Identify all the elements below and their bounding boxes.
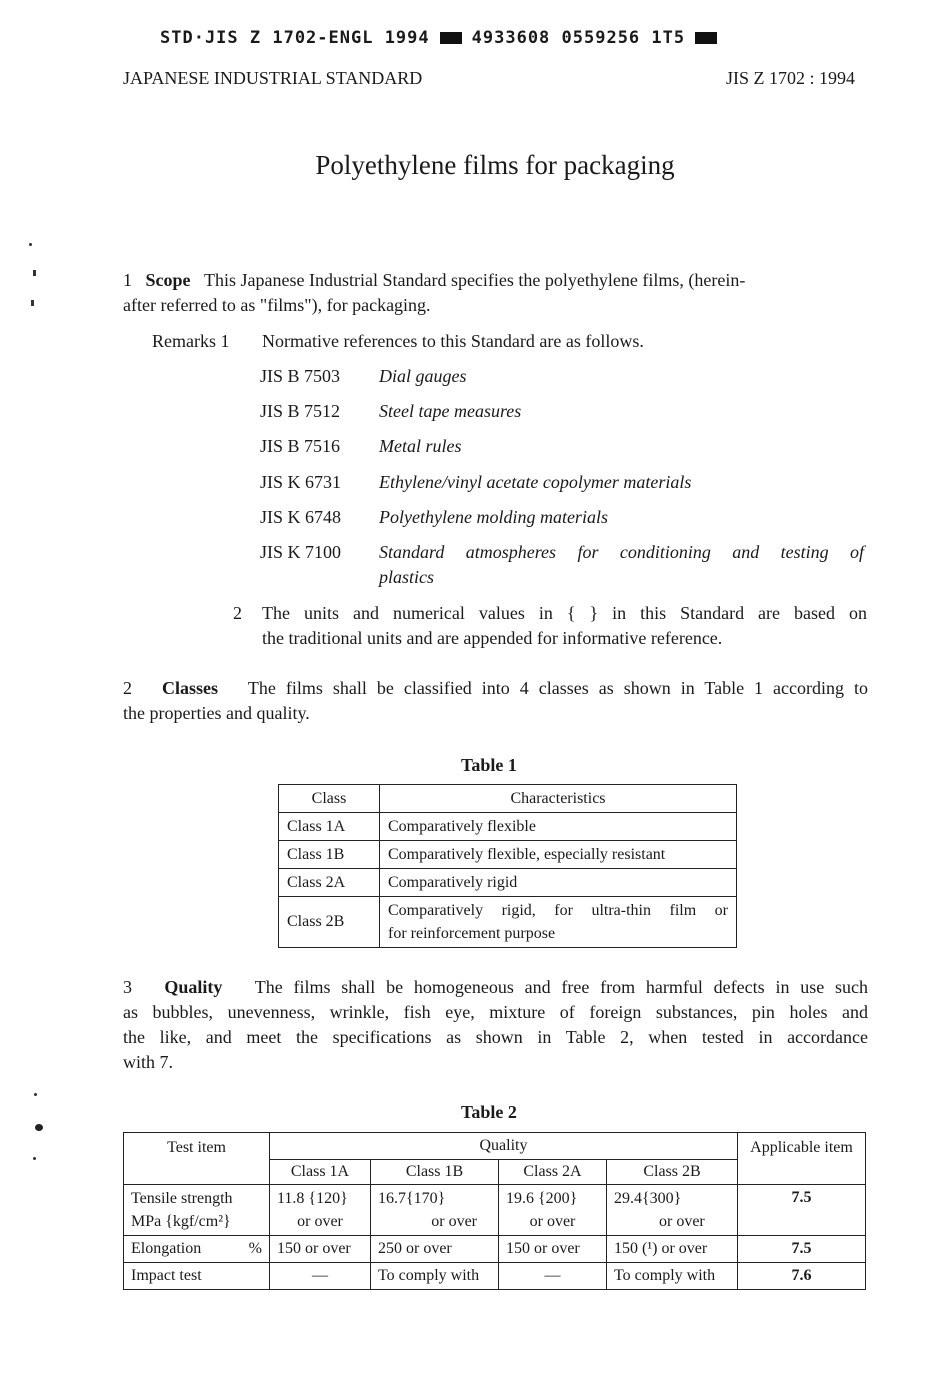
table-1 (278, 784, 737, 948)
table-cell: 250 or over (371, 1236, 499, 1263)
table-row (124, 1236, 866, 1263)
table-cell: — (270, 1263, 371, 1290)
section-heading: Scope (145, 270, 191, 290)
test-item-label: Tensile strength (131, 1190, 233, 1207)
table-row (279, 869, 737, 897)
remark-2-text (262, 601, 867, 651)
reference-code: JIS B 7503 (260, 366, 341, 386)
standard-organization: JAPANESE INDUSTRIAL STANDARD (123, 68, 423, 88)
reference-code: JIS B 7512 (260, 401, 341, 421)
reference-title: Ethylene/vinyl acetate copolymer materials (379, 472, 692, 492)
cell-value: 29.4{300} (614, 1190, 682, 1207)
table-row (279, 841, 737, 869)
reference-code: JIS K 6731 (260, 472, 342, 492)
table-cell: Comparatively flexible (380, 813, 737, 841)
table-header-cell: Class 1B (371, 1160, 499, 1185)
cell-suffix: or over (529, 1213, 576, 1230)
test-item-unit: % (248, 1240, 262, 1257)
cell-value: 19.6 {200} (506, 1190, 578, 1207)
table-cell (270, 1185, 371, 1236)
standard-number: JIS Z 1702 : 1994 (725, 68, 855, 88)
section-number: 3 (123, 977, 132, 997)
table-cell: 7.6 (738, 1263, 866, 1290)
table-header-cell: Characteristics (380, 785, 737, 813)
table-header-cell: Test item (124, 1133, 270, 1185)
table-header-cell: Applicable item (738, 1133, 866, 1185)
margin-mark (33, 270, 36, 276)
classes-text-line: The films shall be classified into 4 classes as shown in Table 1 according to (247, 678, 868, 698)
table-cell: Comparatively flexible, especially resistant (380, 841, 737, 869)
quality-text-line: with 7. (123, 1052, 174, 1072)
remarks-text: Normative references to this Standard are as follows. (262, 331, 644, 351)
cell-suffix: or over (297, 1213, 343, 1230)
cell-value: 16.7{170} (378, 1190, 446, 1207)
margin-mark (35, 1124, 43, 1131)
reference-code: JIS B 7516 (260, 436, 341, 456)
reference-code: JIS K 6748 (260, 507, 342, 527)
margin-mark (33, 1157, 36, 1160)
table-cell: Class 1A (279, 813, 380, 841)
table-cell: Comparatively rigid (380, 869, 737, 897)
reference-title: Metal rules (379, 436, 462, 456)
table-cell (371, 1185, 499, 1236)
table-header-row (279, 785, 737, 813)
black-bar-icon (440, 32, 462, 44)
reference-title: Steel tape measures (379, 401, 522, 421)
scope-section (123, 268, 868, 318)
table-header-cell: Class 2B (607, 1160, 738, 1185)
table-cell-line: for reinforcement purpose (388, 925, 556, 942)
table-header-cell: Quality (270, 1133, 738, 1160)
section-heading: Classes (161, 678, 218, 698)
table-cell (607, 1185, 738, 1236)
table-cell: 150 or over (270, 1236, 371, 1263)
document-code-right: 4933608 0559256 1T5 (471, 28, 686, 48)
remark-2-line: The units and numerical values in { } in this Standard are based on (262, 603, 867, 623)
table-cell: Class 2A (279, 869, 380, 897)
table-row (124, 1185, 866, 1236)
table-header-cell: Class (279, 785, 380, 813)
section-heading: Quality (164, 977, 223, 997)
table-cell (499, 1185, 607, 1236)
table-1-caption: Table 1 (461, 755, 517, 775)
section-number: 2 (123, 678, 132, 698)
cell-suffix: or over (659, 1213, 705, 1230)
reference-title: Dial gauges (379, 366, 467, 386)
reference-title: Polyethylene molding materials (379, 507, 608, 527)
reference-title-continued: plastics (379, 567, 435, 587)
remark-2-line: the traditional units and are appended for informative reference. (262, 628, 723, 648)
reference-title: Standard atmospheres for conditioning and testing of (379, 542, 864, 562)
cell-value: 11.8 {120} (277, 1190, 348, 1207)
table-header-cell: Class 1A (270, 1160, 371, 1185)
table-cell (124, 1236, 270, 1263)
table-row (279, 897, 737, 948)
table-cell: Class 1B (279, 841, 380, 869)
table-cell: 150 (¹) or over (607, 1236, 738, 1263)
test-item-label: Elongation (131, 1240, 202, 1257)
table-cell: Class 2B (279, 897, 380, 948)
table-header-row (124, 1133, 866, 1160)
table-cell: To comply with (607, 1263, 738, 1290)
table-cell (124, 1185, 270, 1236)
table-2-caption: Table 2 (461, 1102, 517, 1122)
test-item-unit: MPa {kgf/cm²} (131, 1213, 231, 1230)
document-code-line (160, 28, 727, 48)
quality-section (123, 975, 868, 1075)
scope-text-line: This Japanese Industrial Standard specifies the polyethylene films, (herein- (204, 270, 746, 290)
table-cell: — (499, 1263, 607, 1290)
table-cell-line: Comparatively rigid, for ultra-thin film or (388, 902, 728, 919)
table-2 (123, 1132, 866, 1290)
quality-text-line: as bubbles, unevenness, wrinkle, fish eye, mixture of foreign substances, pin holes and (123, 1002, 868, 1022)
document-code-left: STD·JIS Z 1702-ENGL 1994 (160, 28, 430, 48)
margin-mark (34, 1093, 37, 1096)
quality-text-line: The films shall be homogeneous and free from harmful defects in use such (254, 977, 868, 997)
table-header-cell: Class 2A (499, 1160, 607, 1185)
table-cell: 7.5 (738, 1185, 866, 1236)
quality-text-line: the like, and meet the specifications as shown in Table 2, when tested in accordance (123, 1027, 868, 1047)
cell-suffix: or over (431, 1213, 477, 1230)
section-number: 1 (123, 270, 132, 290)
remark-2-number: 2 (233, 603, 242, 623)
black-bar-icon (695, 32, 717, 44)
page-title: Polyethylene films for packaging (315, 150, 675, 180)
remarks-label: Remarks 1 (152, 331, 230, 351)
table-row (279, 813, 737, 841)
margin-mark (31, 300, 34, 306)
table-cell: Impact test (124, 1263, 270, 1290)
table-cell (380, 897, 737, 948)
classes-text-line: the properties and quality. (123, 703, 310, 723)
reference-code: JIS K 7100 (260, 542, 342, 562)
table-cell: 7.5 (738, 1236, 866, 1263)
table-row (124, 1263, 866, 1290)
classes-section (123, 676, 868, 726)
table-cell: 150 or over (499, 1236, 607, 1263)
table-cell: To comply with (371, 1263, 499, 1290)
margin-mark (29, 243, 32, 246)
scope-text-line: after referred to as "films"), for packaging. (123, 295, 431, 315)
